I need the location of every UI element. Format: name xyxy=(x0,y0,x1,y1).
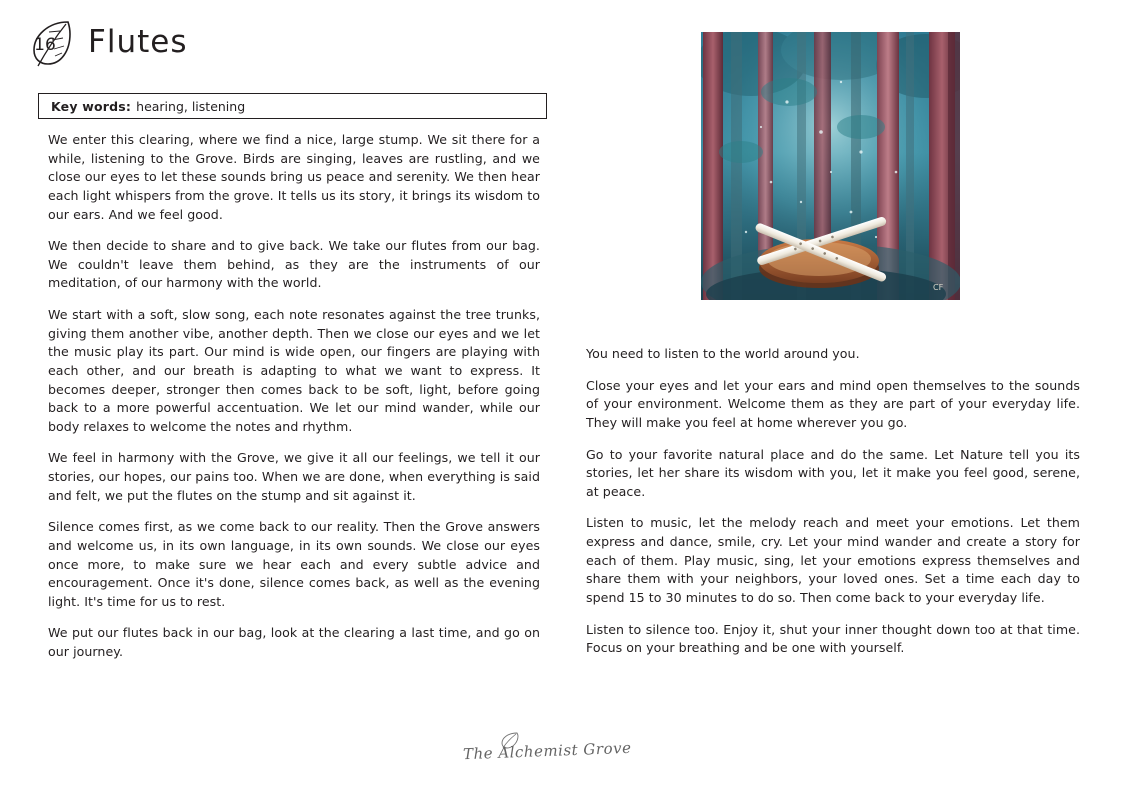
left-text-column xyxy=(48,131,540,662)
artist-mark: CF xyxy=(933,283,944,292)
paragraph: Silence comes first, as we come back to our reality. Then the Grove answers and welcome us, in its own language, in its own sounds. We close our eyes once more, to make sure we hear each and every subtle advice and encouragement. Once it's done, silence comes back, as well as the evening light. It's time for us to rest. xyxy=(48,519,540,609)
paragraph: Close your eyes and let your ears and mind open themselves to the sounds of your environment. Welcome them as they are part of your everyday life. They will make you feel at home wherever you go. xyxy=(586,377,1080,430)
paragraph: We start with a soft, slow song, each note resonates against the tree trunks, giving them another vibe, another depth. Then we close our eyes and we let the music play its part. Our mind is wide open, our fingers are playing with each other, and our breath is adapting to what we want to express. It becomes deeper, stronger then comes back to be soft, light, before going back to a more powerful accentuation. We let our mind wander, while our body relaxes to welcome the notes and rhythm. xyxy=(48,307,540,434)
keywords-box xyxy=(38,93,547,119)
chapter-title: Flutes xyxy=(88,23,188,60)
paragraph: Listen to silence too. Enjoy it, shut your inner thought down too at that time. Focus on your breathing and be one with yourself. xyxy=(586,621,1080,656)
forest-flutes-illustration xyxy=(701,32,960,300)
chapter-number-text: 16 xyxy=(34,35,56,55)
keywords-label: Key words: xyxy=(51,98,132,114)
paragraph: Listen to music, let the melody reach and meet your emotions. Let them express and dance, smile, cry. Let your mind wander and create a story for each of them. Play music, sing, let your emotions express themselves and share them with your neighbors, your loved ones. Set a time each day to spend 15 to 30 minutes to do so. Then come back to your everyday life. xyxy=(586,515,1080,605)
paragraph: We enter this clearing, where we find a nice, large stump. We sit there for a while, listening to the Grove. Birds are singing, leaves are rustling, and we close our eyes to let these sounds bring us peace and serenity. We then hear each light whispers from the grove. It tells us its story, it brings its wisdom to our ears. And we feel good. xyxy=(48,132,540,222)
chapter-header xyxy=(28,18,187,70)
signature-text: The Alchemist Grove xyxy=(462,738,632,764)
footer-signature xyxy=(462,738,633,782)
leaf-number-badge xyxy=(28,18,74,70)
right-text-column xyxy=(586,345,1080,658)
paragraph: Go to your favorite natural place and do the same. Let Nature tell you its stories, let her share its wisdom with you, let it make you feel good, serene, at peace. xyxy=(586,446,1080,499)
paragraph: We then decide to share and to give back. We take our flutes from our bag. We couldn't leave them behind, as they are the instruments of our meditation, of our harmony with the world. xyxy=(48,238,540,291)
paragraph: You need to listen to the world around you. xyxy=(586,346,860,361)
keywords-value: hearing, listening xyxy=(136,98,246,114)
paragraph: We put our flutes back in our bag, look at the clearing a last time, and go on our journey. xyxy=(48,625,540,659)
paragraph: We feel in harmony with the Grove, we give it all our feelings, we tell it our stories, our hopes, our pains too. When we are done, when everything is said and felt, we put the flutes on the stump and sit against it. xyxy=(48,450,540,503)
